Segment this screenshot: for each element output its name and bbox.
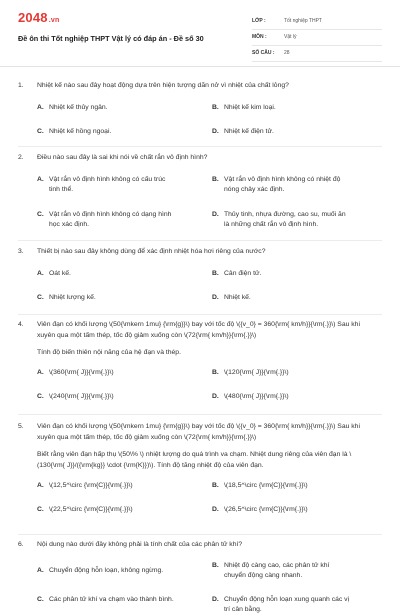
- question-6: [0, 539, 400, 613]
- options: [0, 269, 400, 309]
- meta-label: MÔN :: [252, 34, 267, 40]
- question-row: [0, 319, 400, 341]
- meta-value: Vật lý: [284, 34, 297, 40]
- option-label: C.: [37, 506, 44, 513]
- option-b[interactable]: [212, 368, 352, 378]
- option-text: Chuyển động hỗn loạn, không ngừng.: [49, 567, 164, 574]
- page-title: Đề ôn thi Tốt nghiệp THPT Vật lý có đáp án - Đề số 30: [18, 34, 204, 43]
- question-text: Nhiệt kế nào sau đây hoạt động dựa trên hiện tượng dãn nở vì nhiệt của chất lỏng?: [37, 82, 289, 89]
- option-c[interactable]: [37, 595, 177, 605]
- option-text: Nhiệt kế hồng ngoại.: [49, 128, 112, 135]
- question-row: [0, 246, 400, 257]
- option-c[interactable]: [37, 505, 177, 515]
- option-text: Vật rắn vô định hình không có cấu trúc tinh thể.: [49, 176, 166, 193]
- options: [0, 368, 400, 408]
- question-2: [0, 152, 400, 241]
- question-row: [0, 80, 400, 91]
- option-label: D.: [212, 294, 219, 301]
- option-text: Nhiệt kế.: [224, 294, 251, 301]
- option-text: Oát kế.: [49, 270, 71, 277]
- meta-row-class: [252, 14, 382, 30]
- option-text: \(22,5^\circ {\rm{C}}{\rm{.}}\): [49, 506, 133, 513]
- meta-label: SỐ CÂU :: [252, 50, 275, 56]
- option-text: \(18,5^\circ {\rm{C}}{\rm{.}}\): [224, 482, 308, 489]
- option-text: Nhiệt độ càng cao, các phân tử khí chuyển động càng nhanh.: [224, 562, 330, 579]
- header: [0, 0, 400, 67]
- question-4: [0, 319, 400, 408]
- question-subtext: Tính độ biến thiên nội năng của hệ đạn và thép.: [37, 349, 181, 356]
- option-b[interactable]: [212, 175, 352, 195]
- question-1: [0, 80, 400, 143]
- option-label: D.: [212, 596, 219, 603]
- question-row: [0, 421, 400, 443]
- option-text: \(120{\rm{ J}}{\rm{.}}\): [224, 369, 289, 376]
- option-b[interactable]: [212, 103, 352, 113]
- option-label: A.: [37, 270, 44, 277]
- site-logo[interactable]: [18, 10, 59, 25]
- question-number: 3.: [18, 248, 24, 255]
- option-text: \(480{\rm{ J}}{\rm{.}}\): [224, 393, 289, 400]
- option-b[interactable]: [212, 481, 352, 491]
- option-d[interactable]: [212, 505, 352, 515]
- option-label: D.: [212, 393, 219, 400]
- option-label: B.: [212, 104, 219, 111]
- option-c[interactable]: [37, 293, 177, 303]
- question-number: 1.: [18, 82, 24, 89]
- question-number: 4.: [18, 321, 24, 328]
- question-row: [0, 539, 400, 550]
- question-5: [0, 421, 400, 521]
- option-a[interactable]: [37, 566, 177, 576]
- meta-table: [252, 14, 382, 62]
- divider: [18, 314, 382, 315]
- option-label: D.: [212, 506, 219, 513]
- option-label: C.: [37, 393, 44, 400]
- question-number: 5.: [18, 423, 24, 430]
- option-label: C.: [37, 596, 44, 603]
- option-text: Chuyển động hỗn loạn xung quanh các vị trí cân bằng.: [224, 596, 350, 613]
- option-a[interactable]: [37, 481, 177, 491]
- option-label: C.: [37, 211, 44, 218]
- option-text: \(12,5^\circ {\rm{C}}{\rm{.}}\): [49, 482, 133, 489]
- meta-label: LỚP :: [252, 18, 266, 24]
- option-d[interactable]: [212, 293, 352, 303]
- option-c[interactable]: [37, 210, 177, 230]
- option-label: B.: [212, 482, 219, 489]
- option-label: B.: [212, 176, 219, 183]
- option-text: Nhiệt lượng kế.: [49, 294, 96, 301]
- divider: [18, 414, 382, 415]
- question-3: [0, 246, 400, 309]
- option-label: D.: [212, 211, 219, 218]
- option-c[interactable]: [37, 392, 177, 402]
- option-a[interactable]: [37, 103, 177, 113]
- option-text: \(360{\rm{ J}}{\rm{.}}\): [49, 369, 114, 376]
- option-b[interactable]: [212, 561, 352, 581]
- option-text: Nhiệt kế điện tử.: [224, 128, 274, 135]
- option-d[interactable]: [212, 127, 352, 137]
- option-label: B.: [212, 270, 219, 277]
- option-label: B.: [212, 562, 219, 569]
- meta-value: Tốt nghiệp THPT: [284, 18, 322, 24]
- question-subtext: Biết rằng viên đạn hấp thụ \(50\% \) nhiệt lượng do quá trình va chạm. Nhiệt dung riêng của viên đạn là \(130{\rm{ J}}/({\rm{kg}} \cdot {\rm{K}})\). Tính độ tăng nhiệt độ của viên đạn.: [37, 451, 352, 469]
- option-label: A.: [37, 176, 44, 183]
- option-label: C.: [37, 128, 44, 135]
- question-text: Nội dung nào dưới đây không phải là tính chất của các phân tử khí?: [37, 541, 243, 548]
- question-number: 2.: [18, 154, 24, 161]
- divider: [18, 534, 382, 535]
- option-label: B.: [212, 369, 219, 376]
- option-label: A.: [37, 104, 44, 111]
- option-label: A.: [37, 482, 44, 489]
- options: [0, 103, 400, 143]
- option-label: D.: [212, 128, 219, 135]
- question-text: Điều nào sau đây là sai khi nói về chất rắn vô định hình?: [37, 154, 208, 161]
- divider: [18, 146, 382, 147]
- question-text: Thiết bị nào sau đây không dùng để xác định nhiệt hóa hơi riêng của nước?: [37, 248, 266, 255]
- options: [0, 561, 400, 613]
- meta-value: 28: [284, 50, 290, 56]
- option-text: Nhiệt kế thủy ngân.: [49, 104, 108, 111]
- option-text: Nhiệt kế kim loại.: [224, 104, 276, 111]
- option-text: Vật rắn vô định hình không có nhiệt độ nóng chảy xác định.: [224, 176, 341, 193]
- option-a[interactable]: [37, 175, 177, 195]
- question-text: Viên đạn có khối lượng \(50{\mkern 1mu} {\rm{g}}\) bay với tốc độ \({v_0} = 360{\rm{ km/h}}{\rm{.}}\) Sau khi xuyên qua một tấm thép, tốc độ giảm xuống còn \(72{\rm{ km/h}}{\rm{.}}\): [37, 321, 360, 339]
- question-text: Viên đạn có khối lượng \(50{\mkern 1mu} {\rm{g}}\) bay với tốc độ \({v_0} = 360{\rm{ km/h}}{\rm{.}}\) Sau khi xuyên qua một tấm thép, tốc độ giảm xuống còn \(72{\rm{ km/h}}{\rm{.}}\): [37, 423, 360, 441]
- option-text: \(240{\rm{ J}}{\rm{.}}\): [49, 393, 114, 400]
- option-label: C.: [37, 294, 44, 301]
- option-text: \(26,5^\circ {\rm{C}}{\rm{.}}\): [224, 506, 308, 513]
- option-text: Cân điện tử.: [224, 270, 262, 277]
- logo-text: 2048: [18, 10, 48, 25]
- option-label: A.: [37, 369, 44, 376]
- options: [0, 481, 400, 521]
- option-text: Các phân tử khí va chạm vào thành bình.: [49, 596, 174, 603]
- option-a[interactable]: [37, 368, 177, 378]
- option-c[interactable]: [37, 127, 177, 137]
- question-number: 6.: [18, 541, 24, 548]
- divider: [18, 240, 382, 241]
- meta-row-count: [252, 46, 382, 62]
- meta-row-subject: [252, 30, 382, 46]
- option-d[interactable]: [212, 595, 352, 615]
- option-b[interactable]: [212, 269, 352, 279]
- option-a[interactable]: [37, 269, 177, 279]
- option-d[interactable]: [212, 210, 352, 230]
- option-label: A.: [37, 567, 44, 574]
- option-text: Thủy tinh, nhựa đường, cao su, muối ăn là những chất rắn vô định hình.: [224, 211, 346, 228]
- question-row: [0, 152, 400, 163]
- option-text: Vật rắn vô định hình không có dạng hình học xác định.: [49, 211, 172, 228]
- options: [0, 175, 400, 241]
- logo-suffix: .vn: [48, 17, 60, 24]
- option-d[interactable]: [212, 392, 352, 402]
